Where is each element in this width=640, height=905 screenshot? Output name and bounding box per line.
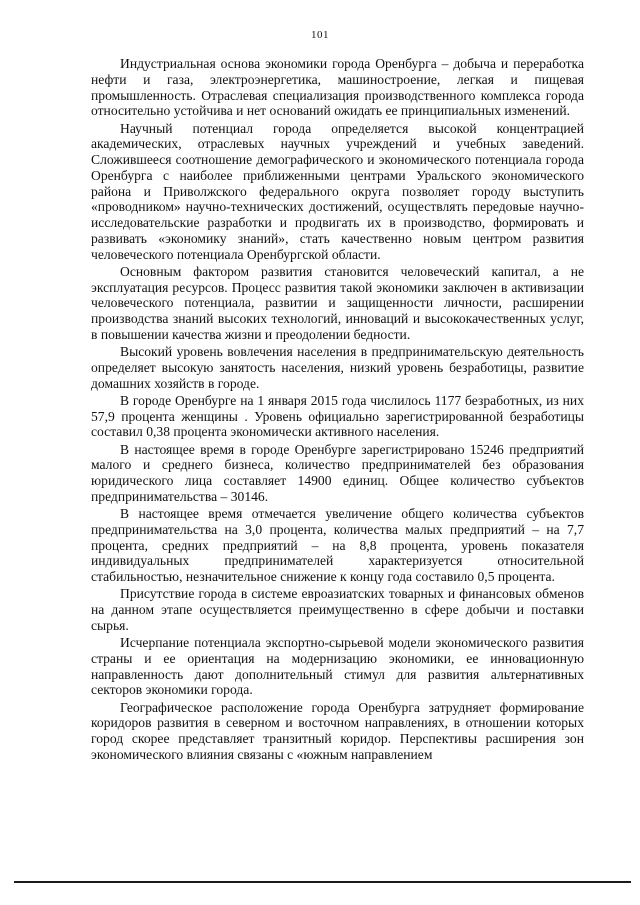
paragraph-entrepreneurship: Высокий уровень вовлечения населения в предпринимательскую деятельность определяет высокую занятость населения, низкий уровень безработицы, развитие домашних хозяйств в городе. [91, 344, 584, 391]
paragraph-enterprises: В настоящее время в городе Оренбурге зарегистрировано 15246 предприятий малого и среднего бизнеса, количество предпринимателей без образования юридического лица составляет 14900 единиц. Общее количество субъектов предпринимательства – 30146. [91, 441, 584, 504]
paragraph-geography: Географическое расположение города Оренбурга затрудняет формирование коридоров развития в северном и восточном направлениях, в отношении которых город скорее представляет транзитный коридор. Перспективы расширения зон экономического влияния связаны с «южным направлением [91, 699, 584, 762]
body-text [91, 56, 584, 763]
page-number: 101 [311, 29, 329, 41]
paragraph-eurasian-exchange: Присутствие города в системе евроазиатских товарных и финансовых обменов на данном этапе осуществляется преимущественно в сфере добычи и поставки сырья. [91, 586, 584, 633]
bottom-divider [14, 881, 631, 883]
paragraph-human-capital: Основным фактором развития становится человеческий капитал, а не эксплуатация ресурсов. Процесс развития такой экономики заключен в активизации человеческого потенциала, развитии и защищенности личности, расширении производства знаний высоких технологий, инноваций и высококачественных услуг, в повышении качества жизни и преодолении бедности. [91, 263, 584, 342]
paragraph-export-model: Исчерпание потенциала экспортно-сырьевой модели экономического развития страны и ее ориентация на модернизацию экономики, ее инновационную направленность дают дополнительный стимул для развития альтернативных секторов экономики города. [91, 635, 584, 698]
paragraph-scientific-potential: Научный потенциал города определяется высокой концентрацией академических, отраслевых научных учреждений и учебных заведений. Сложившееся соотношение демографического и экономического потенциала города Оренбурга с наиболее приближенными центрами Уральского экономического района и Приволжского федерального округа позволяет городу выступить «проводником» научно-технических достижений, осуществлять передовые научно-исследовательские разработки и продвигать их в производство, формировать и развивать «экономику знаний», стать качественно новым центром развития человеческого потенциала Оренбургской области. [91, 120, 584, 262]
paragraph-industrial-base: Индустриальная основа экономики города Оренбурга – добыча и переработка нефти и газа, электроэнергетика, машиностроение, легкая и пищевая промышленность. Отраслевая специализация производственного комплекса города относительно устойчива и нет оснований ожидать ее принципиальных изменений. [91, 56, 584, 119]
paragraph-unemployment: В городе Оренбурге на 1 января 2015 года числилось 1177 безработных, из них 57,9 процента женщины . Уровень официально зарегистрированной безработицы составил 0,38 процента экономически активного населения. [91, 392, 584, 440]
paragraph-growth: В настоящее время отмечается увеличение общего количества субъектов предпринимательства на 3,0 процента, количества малых предприятий – на 7,7 процента, средних предприятий – на 8,8 процента, уровень показателя индивидуальных предпринимателей характеризуется относительной стабильностью, незначительное снижение к концу года составило 0,5 процента. [91, 506, 584, 584]
